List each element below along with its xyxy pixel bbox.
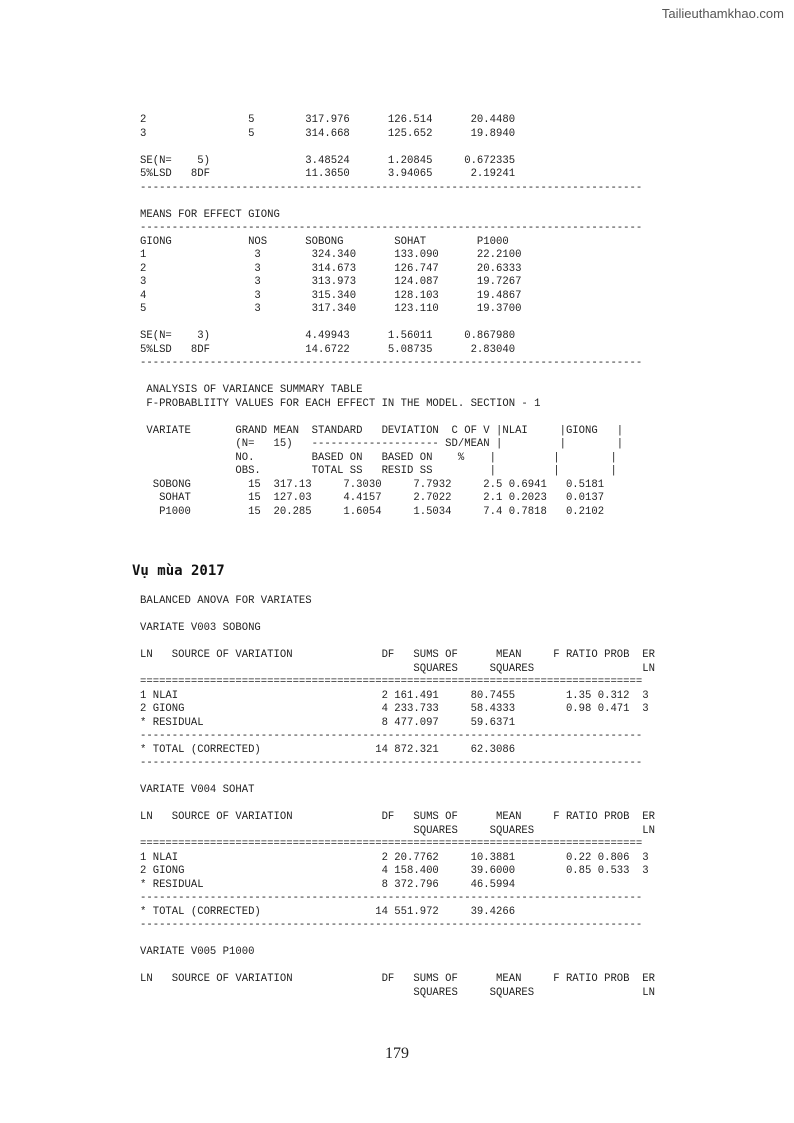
text-line: BALANCED ANOVA FOR VARIATES xyxy=(140,595,312,607)
text-line xyxy=(140,960,655,974)
text-line: ------------------------------------------------------------------------------- xyxy=(140,892,643,904)
text-line: 3 3 313.973 124.087 19.7267 xyxy=(140,276,522,288)
text-line: SQUARES SQUARES LN xyxy=(140,662,655,675)
text-line xyxy=(140,317,642,331)
text-line: ------------------------------------------------------------------------------- xyxy=(140,222,643,234)
anova-means-block xyxy=(140,114,642,519)
text-line: * RESIDUAL 8 477.097 59.6371 xyxy=(140,716,516,729)
text-line: SE(N= 3) 4.49943 1.56011 0.867980 xyxy=(140,330,516,342)
text-line: 1 3 324.340 133.090 22.2100 xyxy=(140,249,522,261)
text-line: 1 NLAI 2 161.491 80.7455 1.35 0.312 3 xyxy=(140,689,649,702)
text-line: MEANS FOR EFFECT GIONG xyxy=(140,208,280,221)
text-line xyxy=(140,411,642,425)
text-line: * TOTAL (CORRECTED) 14 872.321 62.3086 xyxy=(140,743,516,756)
text-line: ------------------------------------------------------------------------------- xyxy=(140,757,643,769)
text-line: SOHAT 15 127.03 4.4157 2.7022 2.1 0.2023 0.0137 xyxy=(140,492,605,504)
text-line: VARIATE V005 P1000 xyxy=(140,946,255,958)
text-line: SE(N= 5) 3.48524 1.20845 0.672335 xyxy=(140,154,516,167)
text-line: VARIATE V003 SOBONG xyxy=(140,622,261,634)
text-line: 5%LSD 8DF 14.6722 5.08735 2.83040 xyxy=(140,343,516,356)
text-line: LN SOURCE OF VARIATION DF SUMS OF MEAN F RATIO PROB ER xyxy=(140,649,655,661)
text-line: P1000 15 20.285 1.6054 1.5034 7.4 0.7818 0.2102 xyxy=(140,505,605,518)
text-line: GIONG NOS SOBONG SOHAT P1000 xyxy=(140,235,509,248)
text-line: =============================================================================== xyxy=(140,838,643,850)
text-line: ANALYSIS OF VARIANCE SUMMARY TABLE xyxy=(140,384,363,396)
text-line: LN SOURCE OF VARIATION DF SUMS OF MEAN F RATIO PROB ER xyxy=(140,811,655,823)
text-line: 5%LSD 8DF 11.3650 3.94065 2.19241 xyxy=(140,168,516,180)
anova-variates-block xyxy=(140,595,655,1000)
text-line xyxy=(140,371,642,385)
text-line: * TOTAL (CORRECTED) 14 551.972 39.4266 xyxy=(140,905,516,918)
watermark: Tailieuthamkhao.com xyxy=(661,6,784,21)
text-line: ------------------------------------------------------------------------------- xyxy=(140,730,643,742)
text-line: VARIATE GRAND MEAN STANDARD DEVIATION C OF V |NLAI |GIONG | xyxy=(140,424,624,437)
text-line xyxy=(140,636,655,650)
page-number: 179 xyxy=(385,1045,409,1062)
section-heading: Vụ mùa 2017 xyxy=(132,563,225,579)
text-line xyxy=(140,141,642,155)
text-line: LN SOURCE OF VARIATION DF SUMS OF MEAN F RATIO PROB ER xyxy=(140,973,655,985)
text-line: VARIATE V004 SOHAT xyxy=(140,784,255,796)
text-line: 4 3 315.340 128.103 19.4867 xyxy=(140,289,522,302)
text-line: ------------------------------------------------------------------------------- xyxy=(140,357,643,369)
text-line xyxy=(140,195,642,209)
text-line: SOBONG 15 317.13 7.3030 7.7932 2.5 0.6941 0.5181 xyxy=(140,478,605,491)
text-line: ------------------------------------------------------------------------------- xyxy=(140,181,643,194)
text-line: OBS. TOTAL SS RESID SS | | | xyxy=(140,465,617,477)
text-line: (N= 15) -------------------- SD/MEAN | | | xyxy=(140,438,624,450)
text-line: 2 3 314.673 126.747 20.6333 xyxy=(140,262,522,275)
text-line xyxy=(140,609,655,623)
text-line xyxy=(140,771,655,785)
text-line: SQUARES SQUARES LN xyxy=(140,986,655,999)
text-line: ------------------------------------------------------------------------------- xyxy=(140,919,643,931)
text-line: 2 GIONG 4 233.733 58.4333 0.98 0.471 3 xyxy=(140,703,649,715)
text-line: F-PROBABLIITY VALUES FOR EACH EFFECT IN THE MODEL. SECTION - 1 xyxy=(140,397,541,410)
text-line: =============================================================================== xyxy=(140,676,643,688)
text-line xyxy=(140,798,655,812)
text-line: NO. BASED ON BASED ON % | | | xyxy=(140,451,617,464)
text-line: 3 5 314.668 125.652 19.8940 xyxy=(140,127,516,140)
text-line: 5 3 317.340 123.110 19.3700 xyxy=(140,303,522,315)
text-line: 1 NLAI 2 20.7762 10.3881 0.22 0.806 3 xyxy=(140,851,649,864)
text-line xyxy=(140,933,655,947)
text-line: 2 5 317.976 126.514 20.4480 xyxy=(140,114,516,126)
text-line: SQUARES SQUARES LN xyxy=(140,824,655,837)
text-line: 2 GIONG 4 158.400 39.6000 0.85 0.533 3 xyxy=(140,865,649,877)
text-line: * RESIDUAL 8 372.796 46.5994 xyxy=(140,878,516,891)
